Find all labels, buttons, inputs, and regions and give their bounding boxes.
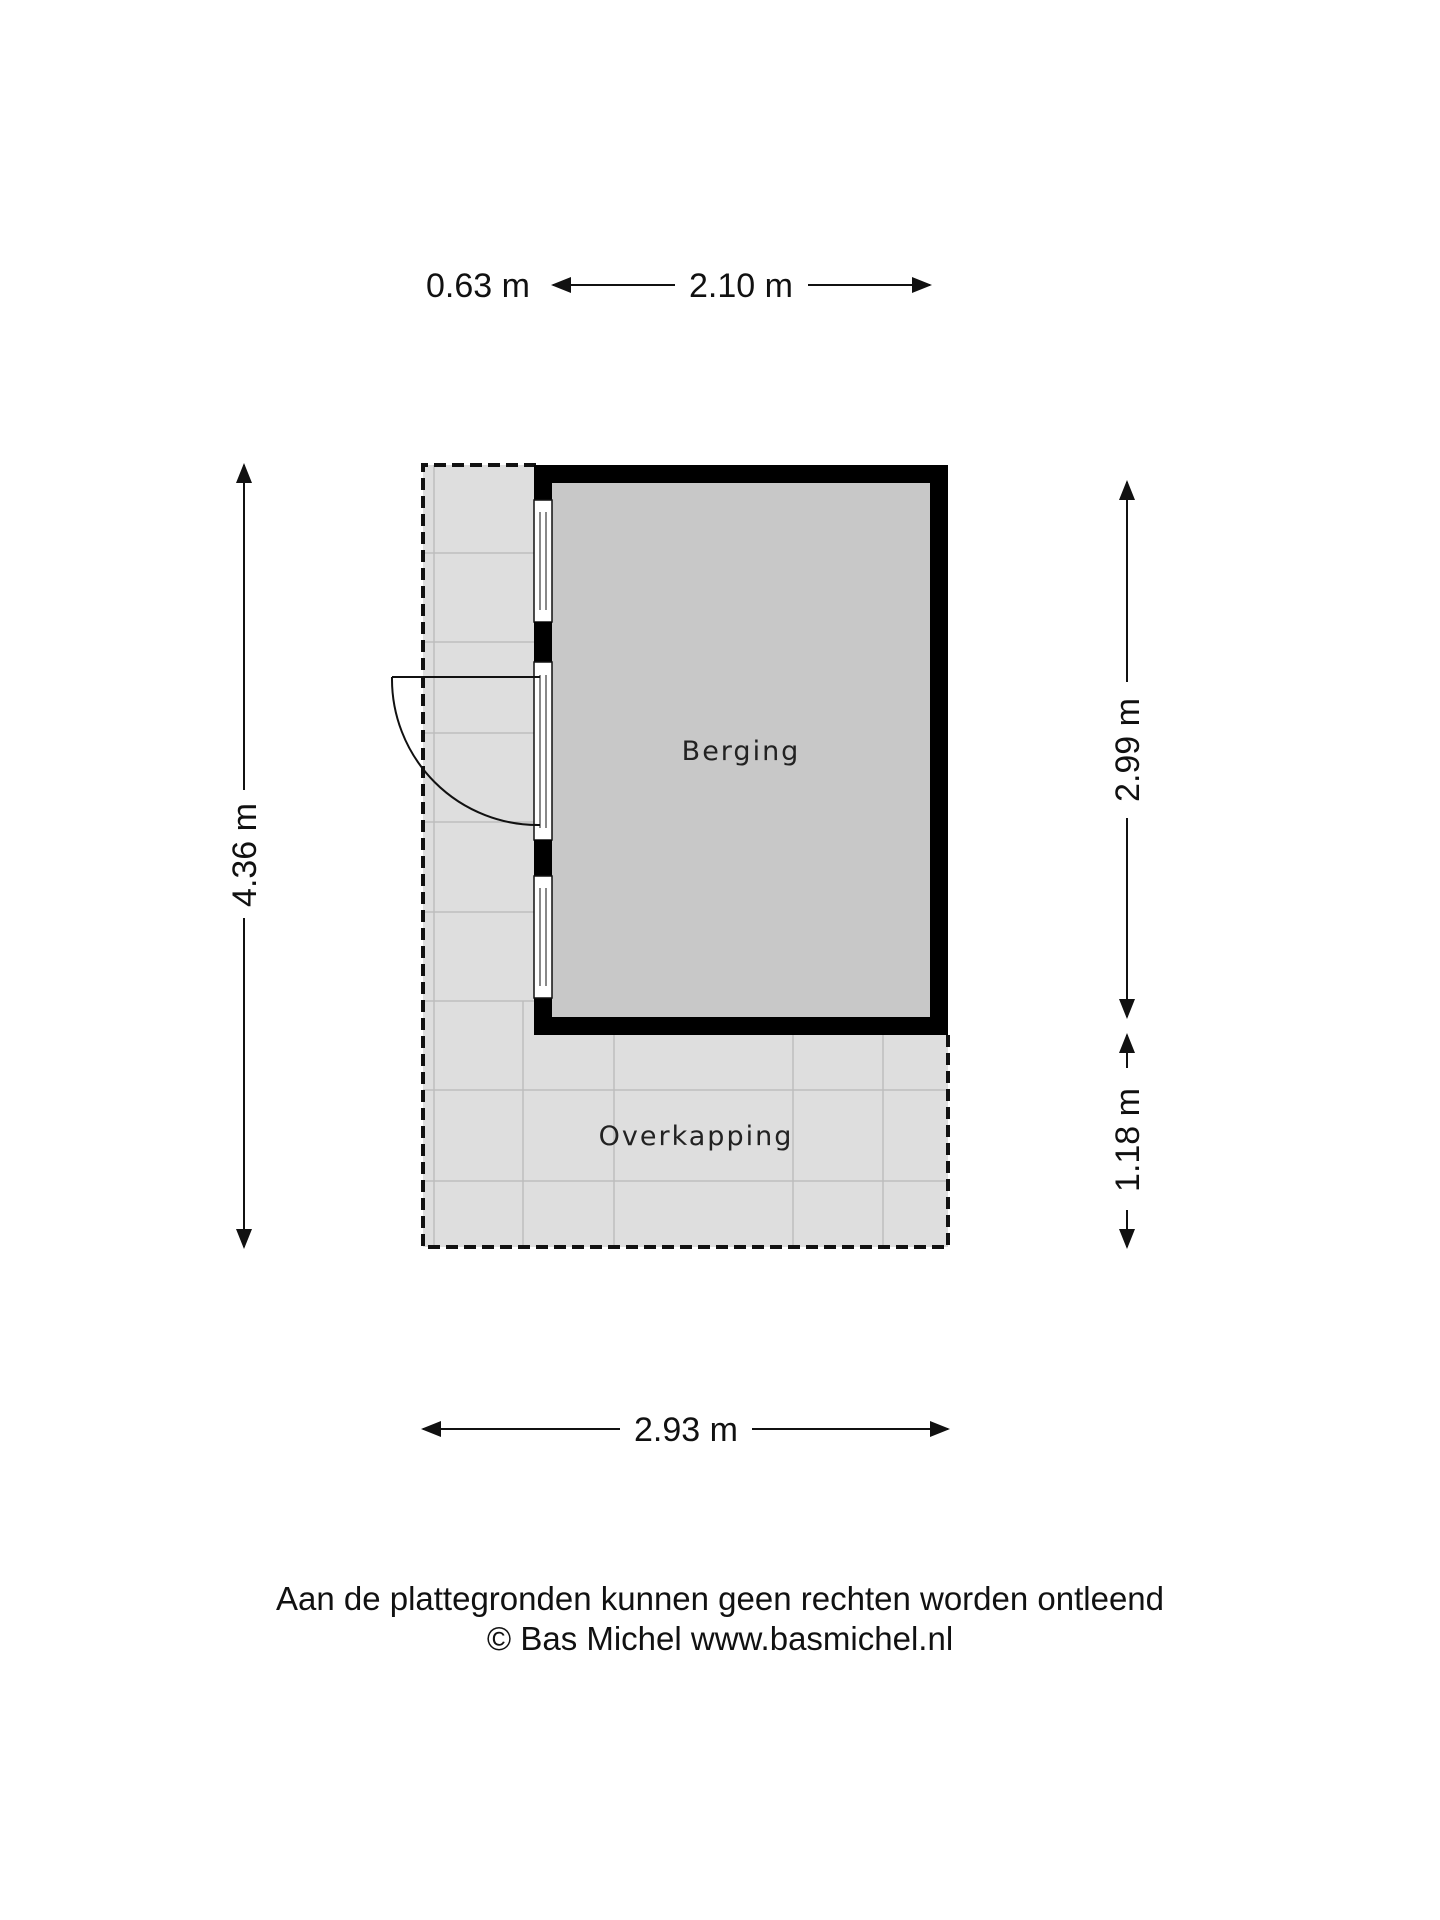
room-label-berging: Berging xyxy=(681,736,801,767)
footer-disclaimer: Aan de plattegronden kunnen geen rechten worden ontleend xyxy=(275,1580,1165,1617)
dim-label-right-lower: 1.18 m xyxy=(1109,1088,1147,1192)
window-frame xyxy=(534,500,552,998)
dimension-right xyxy=(1109,482,1147,1247)
dimension-bottom xyxy=(423,1411,948,1449)
room-label-overkapping: Overkapping xyxy=(598,1121,794,1152)
dim-label-bottom: 2.93 m xyxy=(634,1411,738,1449)
dim-label-top-right: 2.10 m xyxy=(689,267,793,305)
dim-label-top-left: 0.63 m xyxy=(426,267,530,305)
dim-label-right-upper: 2.99 m xyxy=(1109,698,1147,802)
dimension-left xyxy=(226,465,264,1247)
dimension-top xyxy=(426,267,930,305)
dim-label-left: 4.36 m xyxy=(226,803,264,907)
footer-copyright: © Bas Michel www.basmichel.nl xyxy=(486,1620,954,1657)
